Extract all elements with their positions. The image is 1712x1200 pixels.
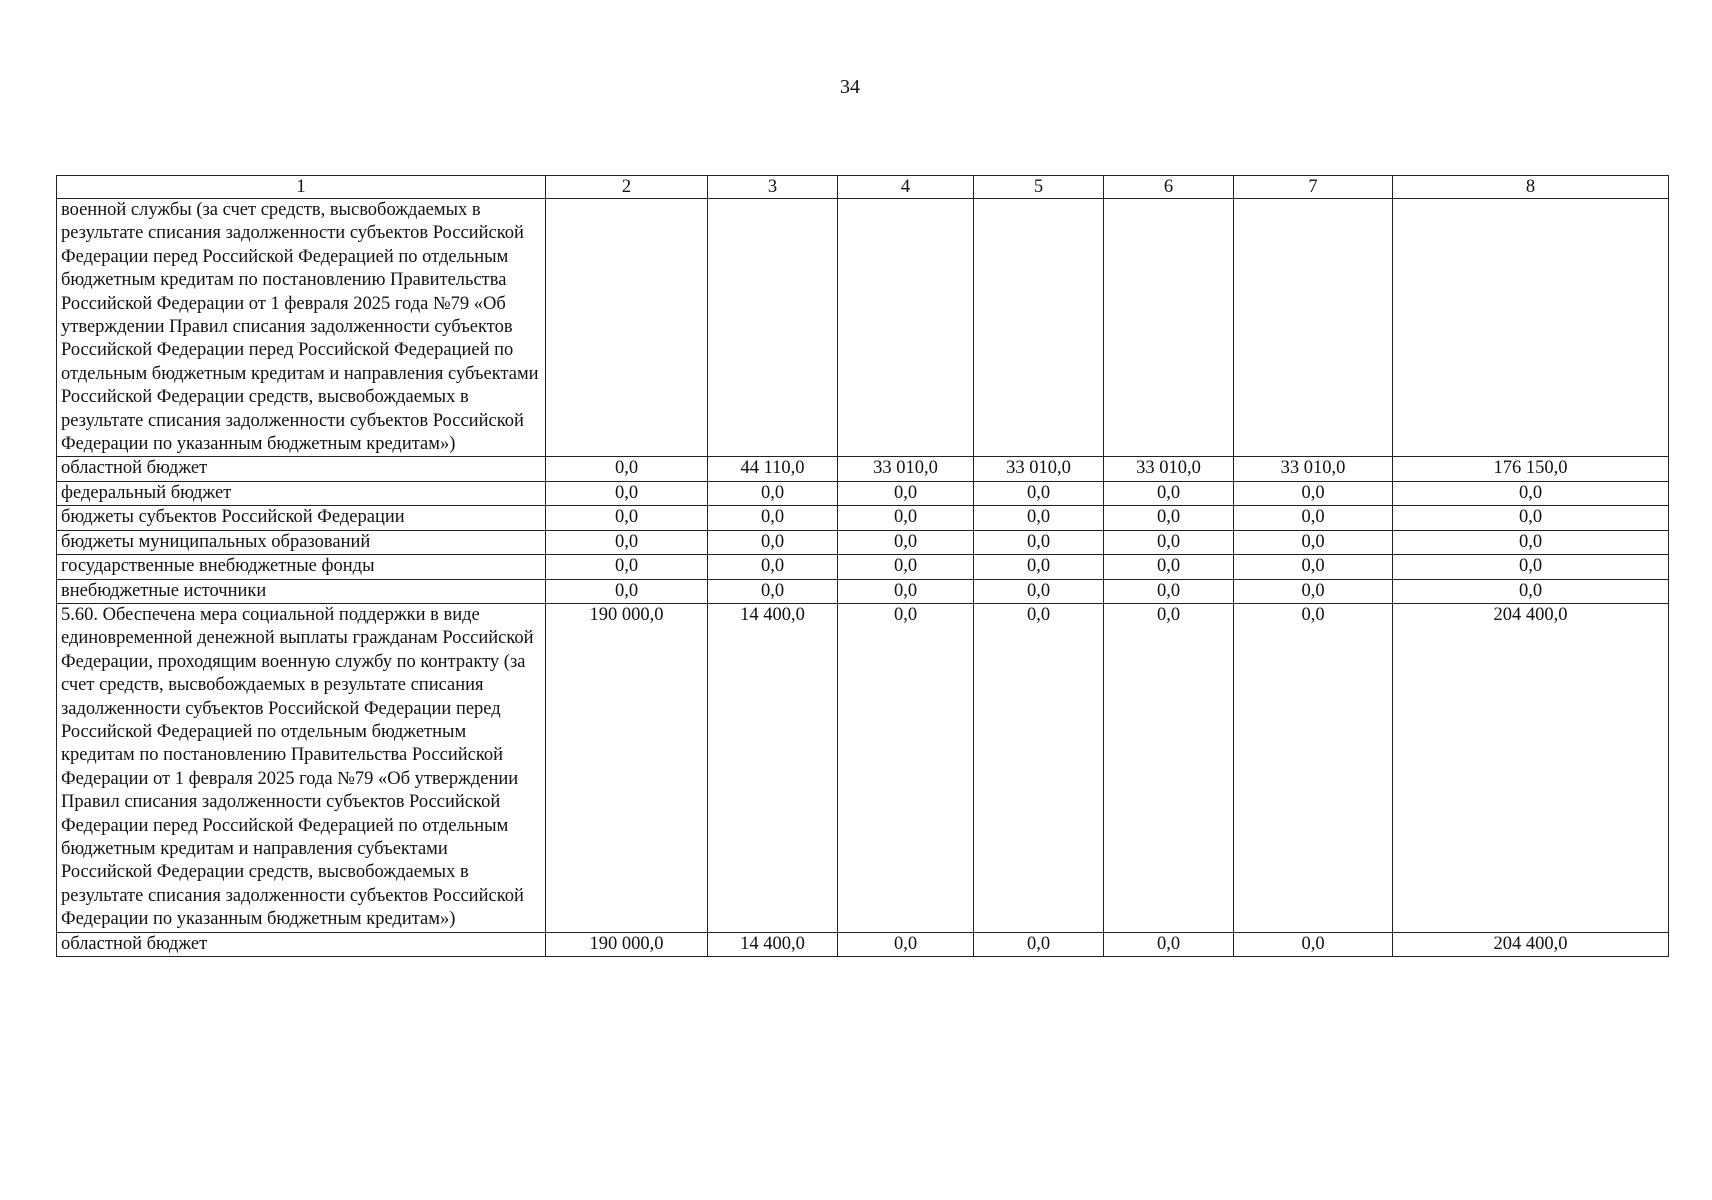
funding-source-label: федеральный бюджет [57, 481, 546, 505]
value-cell: 0,0 [974, 530, 1104, 554]
value-cell: 0,0 [974, 932, 1104, 956]
value-cell: 0,0 [1393, 530, 1669, 554]
value-cell: 0,0 [1234, 530, 1393, 554]
funding-source-label: бюджеты субъектов Российской Федерации [57, 506, 546, 530]
value-cell: 0,0 [838, 579, 974, 603]
value-cell: 0,0 [974, 481, 1104, 505]
value-cell [546, 199, 708, 457]
value-cell: 0,0 [708, 555, 838, 579]
value-cell: 0,0 [838, 530, 974, 554]
value-cell [838, 199, 974, 457]
value-cell: 0,0 [1393, 579, 1669, 603]
value-cell: 0,0 [838, 932, 974, 956]
value-cell: 14 400,0 [708, 932, 838, 956]
header-cell: 1 [57, 176, 546, 199]
value-cell: 0,0 [546, 530, 708, 554]
value-cell: 0,0 [546, 457, 708, 481]
value-cell: 0,0 [546, 481, 708, 505]
header-cell: 8 [1393, 176, 1669, 199]
value-cell: 190 000,0 [546, 932, 708, 956]
header-cell: 2 [546, 176, 708, 199]
value-cell: 0,0 [1104, 555, 1234, 579]
funding-source-label: государственные внебюджетные фонды [57, 555, 546, 579]
value-cell: 0,0 [1104, 506, 1234, 530]
table-row [57, 481, 1669, 505]
table-row [57, 199, 1669, 457]
table-row [57, 555, 1669, 579]
value-cell: 190 000,0 [546, 603, 708, 932]
value-cell: 0,0 [1393, 555, 1669, 579]
value-cell: 0,0 [1234, 506, 1393, 530]
value-cell: 14 400,0 [708, 603, 838, 932]
funding-source-label: внебюджетные источники [57, 579, 546, 603]
value-cell: 33 010,0 [1104, 457, 1234, 481]
value-cell: 0,0 [1393, 506, 1669, 530]
value-cell [974, 199, 1104, 457]
value-cell: 0,0 [546, 555, 708, 579]
value-cell: 0,0 [838, 481, 974, 505]
value-cell: 0,0 [1234, 481, 1393, 505]
value-cell: 0,0 [1234, 579, 1393, 603]
value-cell: 44 110,0 [708, 457, 838, 481]
table-row [57, 932, 1669, 956]
value-cell: 0,0 [1234, 555, 1393, 579]
value-cell: 0,0 [1234, 932, 1393, 956]
value-cell: 0,0 [974, 506, 1104, 530]
table-row [57, 579, 1669, 603]
measure-description: 5.60. Обеспечена мера социальной поддержки в виде единовременной денежной выплаты гражданам Российской Федерации, проходящим военную службу по контракту (за счет средств, высвобождаемых в результате списания задолженности субъектов Российской Федерации перед Российской Федерацией по отдельным бюджетным кредитам по постановлению Правительства Российской Федерации от 1 февраля 2025 года №79 «Об утверждении Правил списания задолженности субъектов Российской Федерации перед Российской Федерацией по отдельным бюджетным кредитам и направления субъектами Российской Федерации средств, высвобождаемых в результате списания задолженности субъектов Российской Федерации по указанным бюджетным кредитам») [57, 603, 546, 932]
value-cell: 0,0 [546, 506, 708, 530]
value-cell: 0,0 [708, 579, 838, 603]
table-row [57, 603, 1669, 932]
value-cell: 0,0 [708, 530, 838, 554]
value-cell: 0,0 [974, 555, 1104, 579]
value-cell: 0,0 [1104, 932, 1234, 956]
value-cell: 204 400,0 [1393, 603, 1669, 932]
measure-description: военной службы (за счет средств, высвобождаемых в результате списания задолженности субъектов Российской Федерации перед Российской Федерацией по отдельным бюджетным кредитам по постановлению Правительства Российской Федерации от 1 февраля 2025 года №79 «Об утверждении Правил списания задолженности субъектов Российской Федерации перед Российской Федерацией по отдельным бюджетным кредитам и направления субъектами Российской Федерации средств, высвобождаемых в результате списания задолженности субъектов Российской Федерации по указанным бюджетным кредитам») [57, 199, 546, 457]
value-cell: 0,0 [974, 579, 1104, 603]
value-cell: 0,0 [708, 481, 838, 505]
value-cell: 33 010,0 [974, 457, 1104, 481]
value-cell: 0,0 [1234, 603, 1393, 932]
value-cell: 0,0 [1104, 579, 1234, 603]
funding-source-label: областной бюджет [57, 457, 546, 481]
value-cell: 0,0 [838, 603, 974, 932]
table-row [57, 457, 1669, 481]
value-cell [1393, 199, 1669, 457]
header-row [57, 176, 1669, 199]
value-cell: 0,0 [838, 506, 974, 530]
value-cell [1104, 199, 1234, 457]
header-cell: 5 [974, 176, 1104, 199]
value-cell: 0,0 [1104, 603, 1234, 932]
value-cell: 0,0 [974, 603, 1104, 932]
header-cell: 4 [838, 176, 974, 199]
value-cell: 176 150,0 [1393, 457, 1669, 481]
table-row [57, 506, 1669, 530]
header-cell: 6 [1104, 176, 1234, 199]
value-cell: 33 010,0 [1234, 457, 1393, 481]
value-cell [708, 199, 838, 457]
value-cell: 0,0 [838, 555, 974, 579]
header-cell: 3 [708, 176, 838, 199]
value-cell: 0,0 [1393, 481, 1669, 505]
budget-table [56, 175, 1669, 957]
header-cell: 7 [1234, 176, 1393, 199]
value-cell: 0,0 [708, 506, 838, 530]
page-number: 34 [840, 76, 860, 98]
table-row [57, 530, 1669, 554]
value-cell: 0,0 [1104, 481, 1234, 505]
value-cell: 0,0 [1104, 530, 1234, 554]
value-cell: 33 010,0 [838, 457, 974, 481]
value-cell: 204 400,0 [1393, 932, 1669, 956]
value-cell [1234, 199, 1393, 457]
funding-source-label: областной бюджет [57, 932, 546, 956]
funding-source-label: бюджеты муниципальных образований [57, 530, 546, 554]
value-cell: 0,0 [546, 579, 708, 603]
